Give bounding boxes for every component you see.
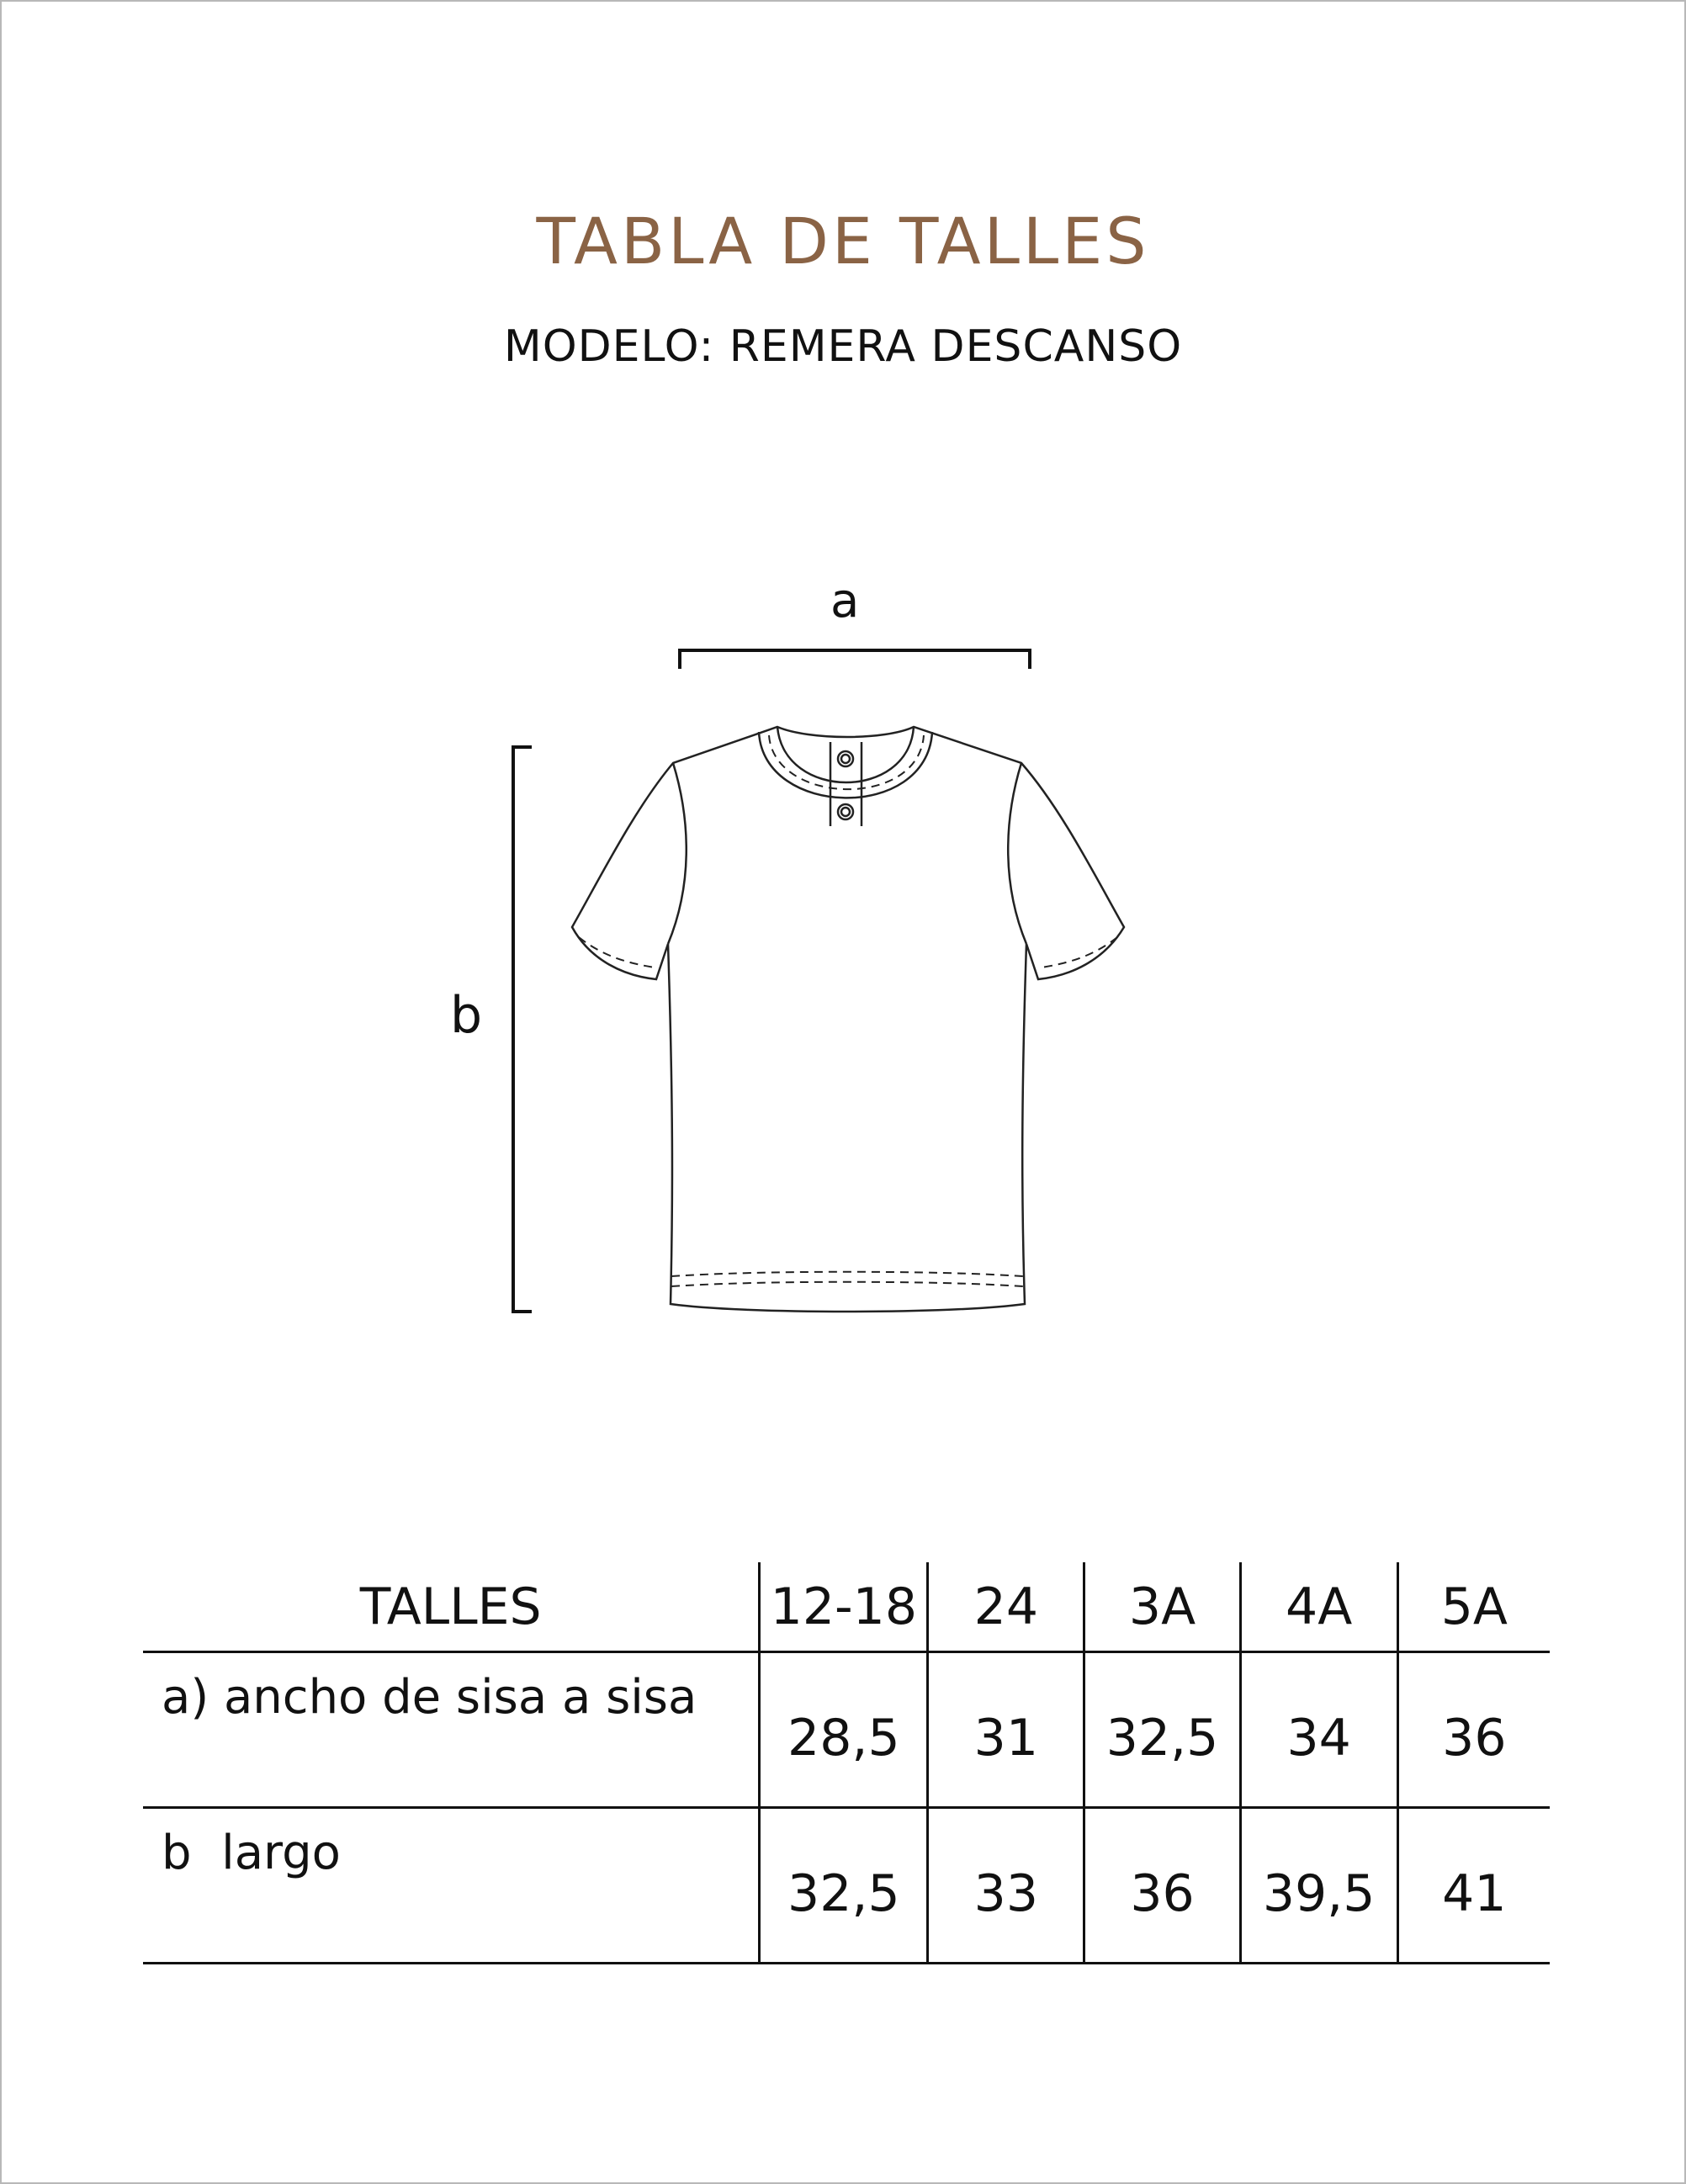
row-label: a) ancho de sisa a sisa — [143, 1652, 760, 1808]
shirt-diagram — [2, 2, 1684, 1432]
measurement-cell: 41 — [1442, 1864, 1507, 1923]
measurement-cell: 33 — [928, 1808, 1084, 1964]
header-size: 12-18 — [760, 1562, 928, 1652]
measurement-cell: 28,5 — [760, 1652, 928, 1808]
width-label: a — [830, 574, 860, 628]
header-size: 3A — [1084, 1562, 1240, 1652]
measurement-cell: 36 — [1442, 1709, 1507, 1768]
shirt-icon — [572, 727, 1124, 1312]
size-table — [143, 1562, 1550, 1964]
measurement-cell: 39,5 — [1240, 1808, 1397, 1964]
model-subtitle: MODELO: REMERA DESCANSO — [503, 321, 1183, 372]
header-talles: TALLES — [143, 1562, 760, 1652]
measurement-cell: 34 — [1240, 1652, 1397, 1808]
length-bracket — [513, 747, 532, 1312]
measurement-cell: 32,5 — [760, 1808, 928, 1964]
measurement-cell: 36 — [1084, 1808, 1240, 1964]
header-size: 4A — [1240, 1562, 1397, 1652]
length-label: b — [450, 986, 483, 1045]
table-row — [143, 1808, 1550, 1964]
measurement-cell: 31 — [928, 1652, 1084, 1808]
row-label: b largo — [143, 1808, 760, 1964]
width-bracket — [680, 650, 1030, 669]
page-title: TABLA DE TALLES — [536, 204, 1150, 278]
measurement-cell: 32,5 — [1084, 1652, 1240, 1808]
header-size: 5A — [1440, 1577, 1508, 1636]
header-size: 24 — [928, 1562, 1084, 1652]
table-header-row — [143, 1562, 1550, 1652]
table-row — [143, 1652, 1550, 1808]
